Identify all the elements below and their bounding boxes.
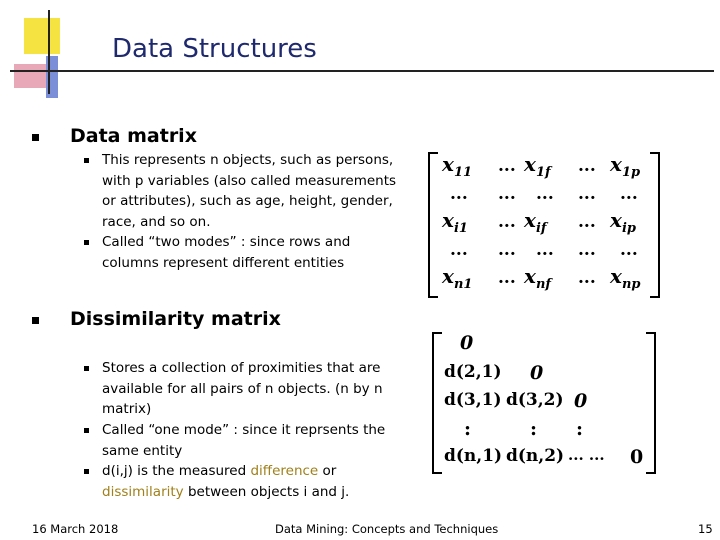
- data-matrix-bullet-1: This represents n objects, such as persons, with p variables (also called measurements or attributes), such as age, height, gender, race, and so on.: [102, 152, 397, 230]
- slide-title: Data Structures: [112, 34, 317, 64]
- dissimilarity-bullet-3: d(i,j) is the measured difference or dissimilarity between objects i and j.: [102, 463, 350, 500]
- bullet-icon: [32, 317, 39, 324]
- bullet-icon: [32, 134, 39, 141]
- footer-center-text: Data Mining: Concepts and Techniques: [275, 522, 499, 536]
- sub-bullet-icon: [84, 428, 89, 433]
- dissimilarity-matrix-figure: 0 d(2,1) 0 d(3,1) d(3,2) 0 : : : d(n,1) d(n,2) ... ... 0: [432, 330, 656, 476]
- sub-bullet-icon: [84, 240, 89, 245]
- decor-vertical-line: [48, 10, 50, 94]
- page-number: 15: [698, 522, 713, 536]
- data-matrix-figure: $x_{11}$ ... $x_{1f}$ ... $x_{1p}$ ... ... ... ... ... $x_{i1}$ ... $x_{if}$ ... $x_{ip}$ ... ... ... ... ... $x_{n1}$ ... $x_{nf}$ ... $x_{np}$: [428, 150, 660, 300]
- right-bracket: [646, 332, 656, 474]
- footer-date: 16 March 2018: [32, 522, 119, 536]
- sub-bullet-icon: [84, 366, 89, 371]
- right-bracket: [650, 152, 660, 298]
- title-rule: [10, 70, 714, 72]
- left-bracket: [432, 332, 442, 474]
- data-matrix-heading: Data matrix: [70, 125, 197, 147]
- left-bracket: [428, 152, 438, 298]
- sub-bullet-icon: [84, 158, 89, 163]
- decor-yellow-square: [24, 18, 60, 54]
- sub-bullet-icon: [84, 469, 89, 474]
- dissimilarity-bullet-1: Stores a collection of proximities that are available for all pairs of n objects. (n by n matrix): [102, 360, 383, 417]
- decor-pink-block: [14, 64, 50, 88]
- dissimilarity-bullet-2: Called “one mode” : since it reprsents the same entity: [102, 422, 386, 459]
- dissimilarity-matrix-heading: Dissimilarity matrix: [70, 308, 281, 330]
- data-matrix-bullet-2: Called “two modes” : since rows and columns represent different entities: [102, 234, 351, 271]
